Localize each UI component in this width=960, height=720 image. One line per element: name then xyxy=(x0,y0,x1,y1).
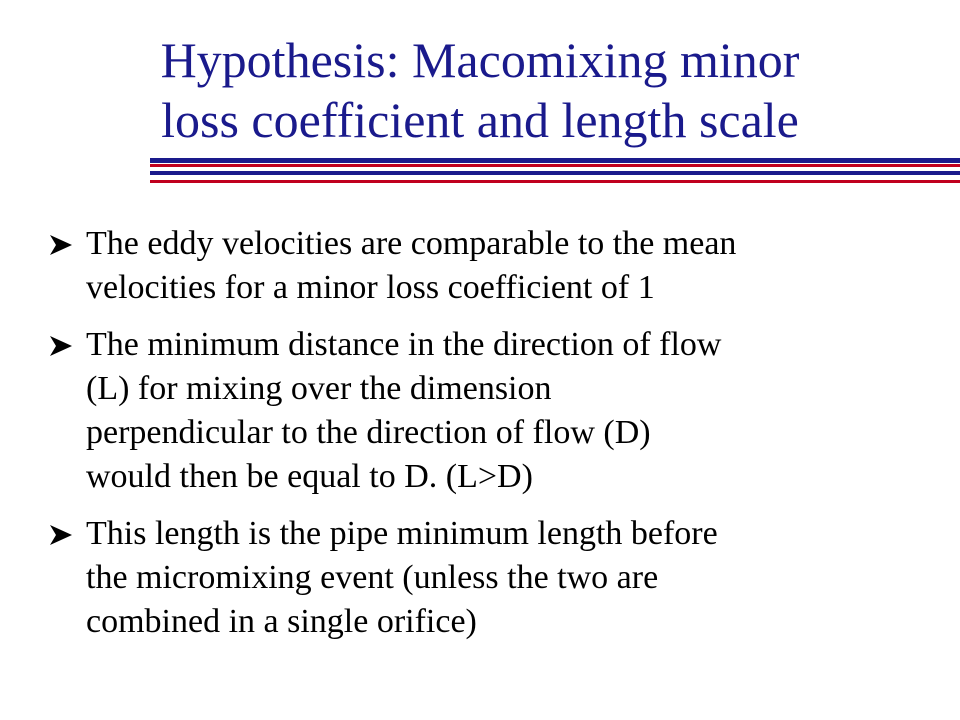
slide-title-line-2: loss coefficient and length scale xyxy=(161,92,799,148)
bullet-line: combined in a single orifice) xyxy=(86,603,477,640)
bullet-item xyxy=(48,323,928,499)
title-rule-navy-bottom xyxy=(150,171,960,175)
slide-title-line-1: Hypothesis: Macomixing minor xyxy=(160,32,800,88)
bullet-item xyxy=(48,222,928,310)
bullet-line: (L) for mixing over the dimension xyxy=(86,370,552,407)
title-rule-red-top xyxy=(150,164,960,167)
title-rule-red-bottom xyxy=(150,180,960,183)
arrowhead-bullet-icon xyxy=(48,523,74,547)
bullet-line: velocities for a minor loss coefficient of 1 xyxy=(86,269,655,306)
title-rule-navy-top xyxy=(150,158,960,163)
bullet-line: This length is the pipe minimum length before xyxy=(86,515,718,552)
bullet-line: perpendicular to the direction of flow (D) xyxy=(86,414,651,451)
arrowhead-bullet-icon xyxy=(48,233,74,257)
bullet-list xyxy=(48,222,928,657)
bullet-item xyxy=(48,512,928,644)
bullet-line: The minimum distance in the direction of flow xyxy=(86,326,722,363)
bullet-line: the micromixing event (unless the two are xyxy=(86,559,659,596)
slide-title xyxy=(0,30,960,150)
bullet-line: The eddy velocities are comparable to the mean xyxy=(86,225,737,262)
arrowhead-bullet-icon xyxy=(48,334,74,358)
bullet-line: would then be equal to D. (L>D) xyxy=(86,458,533,495)
